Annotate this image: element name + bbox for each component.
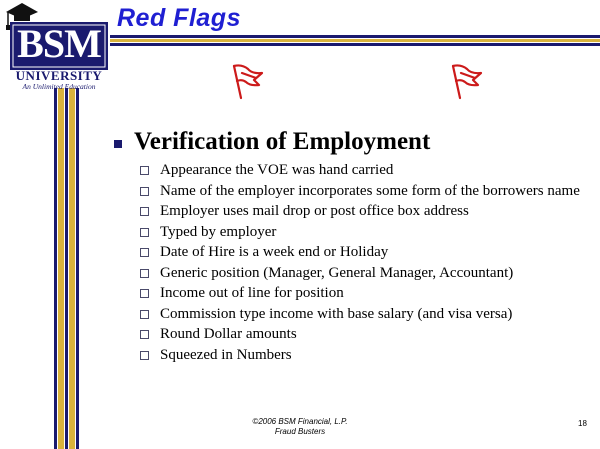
list-item — [140, 223, 595, 243]
red-flag-icon — [228, 60, 268, 102]
list-item — [140, 264, 595, 284]
list-item — [140, 325, 595, 345]
list-item-text: Generic position (Manager, General Manager, Accountant) — [160, 264, 514, 281]
list-item-text: Appearance the VOE was hand carried — [160, 162, 394, 178]
hollow-square-bullet-icon — [140, 166, 149, 175]
bsm-logo — [0, 0, 112, 96]
list-item-text: Round Dollar amounts — [160, 326, 297, 342]
slide-title: Red Flags — [117, 4, 241, 32]
list-item-text: Name of the employer incorporates some form of the borrowers name — [160, 182, 580, 199]
hollow-square-bullet-icon — [140, 248, 149, 257]
list-item-text: Income out of line for position — [160, 285, 344, 301]
red-flag-icon — [447, 60, 487, 102]
list-item — [140, 284, 595, 304]
list-item — [140, 161, 595, 181]
logo-bsm-text: BSM — [17, 21, 101, 66]
hollow-square-bullet-icon — [140, 187, 149, 196]
list-item — [140, 346, 595, 366]
bullet-list — [140, 161, 595, 366]
list-item-text: Date of Hire is a week end or Holiday — [160, 244, 389, 260]
square-bullet-icon — [114, 140, 122, 148]
hollow-square-bullet-icon — [140, 351, 149, 360]
list-item — [140, 182, 595, 202]
list-item-text: Squeezed in Numbers — [160, 346, 292, 363]
logo-university-text: UNIVERSITY — [15, 68, 103, 83]
list-item — [140, 202, 595, 222]
footer-subtitle: Fraud Busters — [274, 427, 326, 436]
list-item-text: Typed by employer — [160, 223, 277, 240]
hollow-square-bullet-icon — [140, 330, 149, 339]
footer-copyright: ©2006 BSM Financial, L.P. — [252, 417, 348, 426]
list-item — [140, 305, 595, 325]
hollow-square-bullet-icon — [140, 228, 149, 237]
footer — [230, 417, 370, 437]
list-item-text: Commission type income with base salary (and visa versa) — [160, 305, 513, 322]
list-item — [140, 243, 595, 263]
hollow-square-bullet-icon — [140, 269, 149, 278]
section-heading: Verification of Employment — [134, 128, 431, 155]
list-item-text: Employer uses mail drop or post office box address — [160, 203, 469, 219]
page-number: 18 — [578, 419, 587, 428]
hollow-square-bullet-icon — [140, 289, 149, 298]
hollow-square-bullet-icon — [140, 310, 149, 319]
logo-tagline: An Unlimited Education — [22, 82, 96, 91]
hollow-square-bullet-icon — [140, 207, 149, 216]
